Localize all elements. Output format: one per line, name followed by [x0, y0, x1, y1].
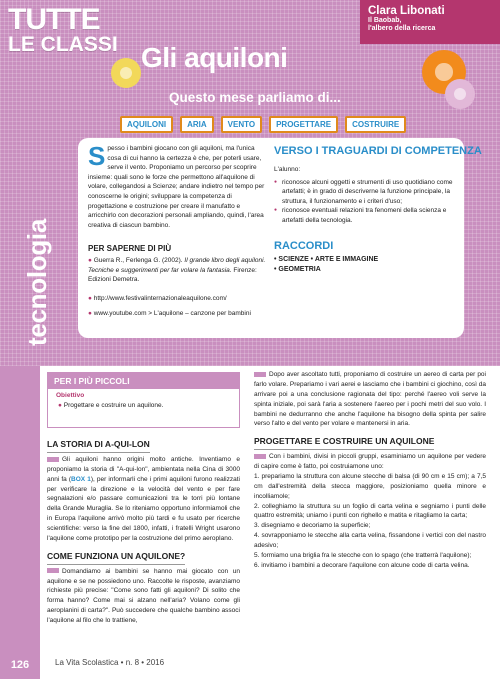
author-affiliation-line-2: l'albero della ricerca — [368, 25, 436, 33]
author-box — [360, 0, 500, 44]
build-step: 2. colleghiamo la struttura su un foglio di carta velina e segniamo i punti delle quattro estremità; uniamo i punti con righello e matita e ritagliamo la carta; — [254, 502, 486, 520]
goals-list — [274, 165, 456, 226]
build-intro-text: Con i bambini, divisi in piccoli gruppi, esaminiamo un aquilone per vedere di capire come è fatto, poi costruiamone uno: — [254, 453, 486, 471]
series-label — [8, 3, 118, 56]
subject-label: tecnologia — [22, 218, 52, 346]
keyword-tag: AQUILONI — [120, 116, 173, 133]
build-step: 4. sovrapponiamo le stecche alla carta velina, fissandone i vertici con del nastro adesivo; — [254, 532, 486, 550]
objective-item: ● Progettare e costruire un aquilone. — [58, 402, 164, 409]
series-line-2: LE CLASSI — [8, 32, 118, 56]
goal-item: ● riconosce eventuali relazioni tra fenomeni della scienza e artefatti della tecnologia. — [274, 206, 456, 225]
story-text-b: ), per informarli che i primi aquiloni furono realizzati per verificare la direzione e la velocità del vento e per fare segnalazioni e/o passare comunicazioni tra le torri più lontane della Grande Muraglia. Se lo riteniamo opportuno informiamoli che in Europa l'aquilone arrivò molto più tardi e fu usato per ricerche scientifiche: verso la fine del 1800, infatti, i fratelli Wright usarono l'aquilone come prototipo per la costruzione del primo aeroplano. — [47, 475, 240, 542]
keyword-tag: PROGETTARE — [269, 116, 338, 133]
page-number: 126 — [0, 650, 40, 679]
how-paragraph — [47, 567, 240, 626]
goals-title: VERSO I TRAGUARDI DI COMPETENZA — [274, 145, 482, 157]
right-column — [254, 370, 486, 571]
section-heading-story: LA STORIA DI A-QUI-LON — [47, 438, 150, 453]
page-title: Gli aquiloni — [141, 42, 288, 73]
reference-authors: Guerra R., Ferlenga G. (2002). — [93, 257, 183, 264]
reference-publisher: Firenze: Edizioni Demetra. — [88, 266, 257, 284]
for-little-ones-title: PER I PIÙ PICCOLI — [48, 373, 239, 389]
section-heading-build: PROGETTARE E COSTRUIRE UN AQUILONE — [254, 435, 434, 450]
keyword-row — [120, 116, 406, 133]
raccordi-list — [274, 255, 378, 275]
build-step: 1. prepariamo la struttura con alcune stecche di balsa (di 90 cm e 15 cm); a 7,5 cm dall'estremità della stecca maggiore, posizioniamo quella minore e incolliamole; — [254, 472, 486, 500]
series-line-1: TUTTE — [8, 3, 100, 36]
paper-plane-paragraph — [254, 370, 486, 429]
build-step: 3. disegniamo e decoriamo la superficie; — [254, 522, 371, 530]
build-step: 5. formiamo una briglia fra le stecche con lo spago (che tratterrà l'aquilone); — [254, 551, 472, 559]
goals-lead: L'alunno: — [274, 166, 301, 173]
raccordi-line: • GEOMETRIA — [274, 266, 321, 274]
intro-paragraph — [88, 141, 270, 230]
section-heading-how: COME FUNZIONA UN AQUILONE? — [47, 550, 185, 565]
link-list: ● http://www.festivalinternazionaleaquilone.com/ ● www.youtube.com > L'aquilone – canzone per bambini — [88, 295, 251, 318]
goal-item: ● riconosce alcuni oggetti e strumenti di uso quotidiano come artefatti; è in grado di descriverne la funzione principale, la struttura, il funzionamento e i criteri d'uso; — [274, 178, 456, 207]
reference-title: Il grande libro degli aquiloni. Tecniche e suggerimenti per far volare la fantasia. — [88, 257, 266, 274]
intro-text: pesso i bambini giocano con gli aquiloni, ma l'unica cosa di cui hanno la certezza è che, per poterli usare, serve il vento. Proponiamo un percorso per scoprire insieme: quali sono le forze che permettono all'aquilone di volare, collegandosi a Scienze; andare indietro nel tempo per conoscerne le origini; sviluppare la competenza di progettazione e costruzione per creare il manufatto e arricchirlo con decorazioni personali ampliando, quindi, l'area creativa di ciascun bambino. — [88, 145, 265, 229]
author-name: Clara Libonati — [368, 5, 445, 17]
month-subtitle: Questo mese parliamo di... — [169, 90, 341, 105]
for-little-ones-box — [47, 372, 240, 428]
box-reference: BOX 1 — [71, 475, 91, 483]
reference-entry: ● Guerra R., Ferlenga G. (2002). Il grande libro degli aquiloni. Tecniche e suggerimenti per far volare la fantasia. Firenze: Edizioni Demetra. — [88, 257, 266, 284]
author-affiliation: Il Baobab, — [368, 17, 402, 24]
keyword-tag: ARIA — [180, 116, 214, 133]
left-column — [47, 432, 240, 626]
dropcap: S — [88, 141, 106, 171]
keyword-tag: VENTO — [221, 116, 262, 133]
gear-icon — [111, 58, 141, 88]
build-intro — [254, 452, 486, 472]
left-pink-strip — [0, 366, 40, 650]
build-step: 6. invitiamo i bambini a decorare l'aquilone con alcune code di carta velina. — [254, 561, 470, 569]
more-info-title: PER SAPERNE DI PIÙ — [88, 244, 172, 253]
gear-icon — [445, 79, 475, 109]
youtube-link[interactable]: www.youtube.com > L'aquilone – canzone per bambini — [93, 310, 251, 318]
raccordi-line: • SCIENZE • ARTE E IMMAGINE — [274, 256, 379, 263]
paper-plane-text: Dopo aver ascoltato tutti, proponiamo di costruire un aereo di carta per poi farlo volare. Prepariamo i vari aerei e lasciamo che i bambini ci giochino, così da arrivare poi a una conclusione ragionata del tipo: perché l'aereo voli serve la spinta iniziale, poi sarà l'aria a sostenere l'aereo per i pochi metri del suo volo. I bambini ne dedurranno che anche l'aquilone ha bisogno della spinta per salire verso l'alto e del vento per volare e mantenersi in aria. — [254, 371, 486, 428]
magazine-footer: La Vita Scolastica • n. 8 • 2016 — [55, 658, 165, 667]
keyword-tag: COSTRUIRE — [345, 116, 406, 133]
festival-link[interactable]: http://www.festivalinternazionaleaquilone.com/ — [93, 295, 227, 302]
raccordi-title: RACCORDI — [274, 240, 334, 252]
how-text: Domandiamo ai bambini se hanno mai giocato con un aquilone e se ne possiedono uno. Raccolte le risposte, avanziamo richieste più precise: "Come sono fatti gli aquiloni? Di solito che forma hanno? Come mai si alzano nell'aria? Volano come gli aeroplanini di carta?". Può succedere che qualche bambino associ l'aquilone al filo che lo trattiene, — [47, 567, 240, 625]
story-paragraph — [47, 455, 240, 544]
story-text-a: Gli aquiloni hanno origini molto antiche. Inventiamo e proponiamo la storia di "A-qui-lon", ambientata nella Cina di 3000 anni fa ( — [47, 455, 240, 483]
objective-text: Progettare e costruire un aquilone. — [63, 402, 164, 409]
objective-label: Obiettivo — [56, 392, 85, 399]
